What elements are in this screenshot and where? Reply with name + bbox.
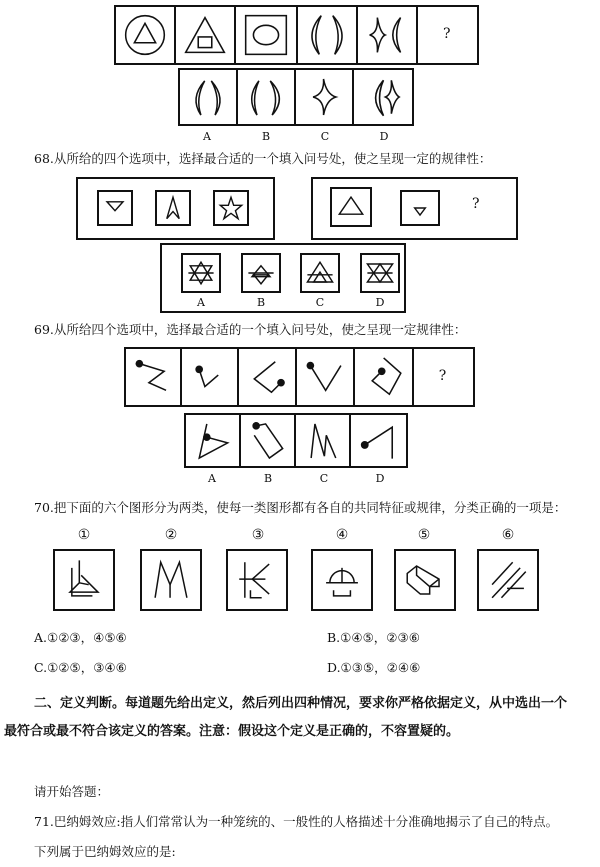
q70-question-text: 70.把下面的六个图形分为两类，使每一类图形都有各自的共同特征或规律，分类正确的一项是： (34, 500, 567, 515)
q69-figure-1 (126, 349, 182, 405)
q70-figure-3 (226, 549, 288, 611)
q68-figure-3 (213, 190, 249, 226)
q67-figure-1 (116, 7, 176, 63)
q70-figure-number-3: ③ (251, 527, 265, 543)
q69-option-b-figure[interactable] (241, 415, 296, 466)
q68-question-text: 68.从所给的四个选项中，选择最合适的一个填入问号处，使之呈现一定的规律性： (34, 151, 492, 166)
q67-option-b-label: B (261, 130, 271, 143)
question-mark: ? (443, 26, 451, 42)
q69-figure-5 (355, 349, 413, 405)
q67-option-a-label: A (203, 130, 211, 143)
q68-option-d-figure[interactable] (360, 253, 400, 293)
q68-figure-2 (155, 190, 191, 226)
q70-choice-b[interactable]: B.①④⑤，②③⑥ (327, 630, 420, 645)
q68-option-c-label: C (315, 296, 325, 309)
q68-option-b-label: B (256, 296, 266, 309)
q70-choice-c[interactable]: C.①②⑤，③④⑥ (34, 660, 127, 675)
start-prompt: 请开始答题： (34, 784, 110, 799)
q71-definition-text: 71.巴纳姆效应:指人们常常认为一种笼统的、一般性的人格描述十分准确地揭示了自己的特点。 (34, 814, 559, 829)
q70-figure-number-4: ④ (335, 527, 349, 543)
q68-question-mark: ? (472, 196, 480, 212)
q68-option-b-figure[interactable] (241, 253, 281, 293)
q68-figure-4 (330, 187, 372, 227)
question-mark: ? (438, 368, 447, 384)
q67-figure-4 (298, 7, 358, 63)
q70-figure-1 (53, 549, 115, 611)
q69-figure-2 (182, 349, 238, 405)
q70-figure-2 (140, 549, 202, 611)
q67-figure-2 (176, 7, 236, 63)
q71-question-text: 下列属于巴纳姆效应的是: (34, 844, 176, 859)
q67-option-c-label: C (320, 130, 330, 143)
q68-option-c-figure[interactable] (300, 253, 340, 293)
q67-figure-3 (236, 7, 298, 63)
q69-question-cell (414, 349, 473, 405)
q69-option-b-label: B (263, 472, 273, 485)
q69-option-d-label: D (375, 472, 385, 485)
q70-figure-number-5: ⑤ (417, 527, 431, 543)
q69-option-c-label: C (319, 472, 329, 485)
section2-heading-line1: 二、定义判断。每道题先给出定义，然后列出四种情况，要求你严格依据定义，从中选出一个 (34, 696, 568, 711)
q69-option-a-figure[interactable] (186, 415, 241, 466)
q67-option-b-figure[interactable] (238, 70, 296, 124)
q69-option-a-label: A (208, 472, 216, 485)
q69-question-text: 69.从所给四个选项中，选择最合适的一个填入问号处，使之呈现一定规律性： (34, 322, 467, 337)
q70-figure-number-2: ② (164, 527, 178, 543)
q68-figure-1 (97, 190, 133, 226)
q70-choice-d[interactable]: D.①③⑤，②④⑥ (327, 660, 421, 675)
q67-figure-5 (358, 7, 418, 63)
q67-options-strip (178, 68, 414, 126)
q68-option-a-figure[interactable] (181, 253, 221, 293)
q69-sequence-strip (124, 347, 475, 407)
q70-figure-5 (394, 549, 456, 611)
q67-option-c-figure[interactable] (296, 70, 354, 124)
q67-option-d-figure[interactable] (354, 70, 412, 124)
q67-question-cell (418, 7, 477, 63)
q69-option-c-figure[interactable] (296, 415, 351, 466)
q70-figure-number-6: ⑥ (501, 527, 515, 543)
q70-figure-6 (477, 549, 539, 611)
q67-sequence-strip (114, 5, 479, 65)
q69-options-strip (184, 413, 408, 468)
q68-figure-5 (400, 190, 440, 226)
q68-option-d-label: D (375, 296, 385, 309)
q69-figure-4 (297, 349, 355, 405)
q70-figure-number-1: ① (77, 527, 91, 543)
q67-option-a-figure[interactable] (180, 70, 238, 124)
q68-option-a-label: A (197, 296, 205, 309)
q69-figure-3 (239, 349, 297, 405)
q69-option-d-figure[interactable] (351, 415, 406, 466)
q67-option-d-label: D (379, 130, 389, 143)
q70-choice-a[interactable]: A.①②③，④⑤⑥ (34, 630, 127, 645)
q70-figure-4 (311, 549, 373, 611)
section2-heading-line2: 最符合或最不符合该定义的答案。注意：假设这个定义是正确的，不容置疑的。 (4, 724, 460, 739)
